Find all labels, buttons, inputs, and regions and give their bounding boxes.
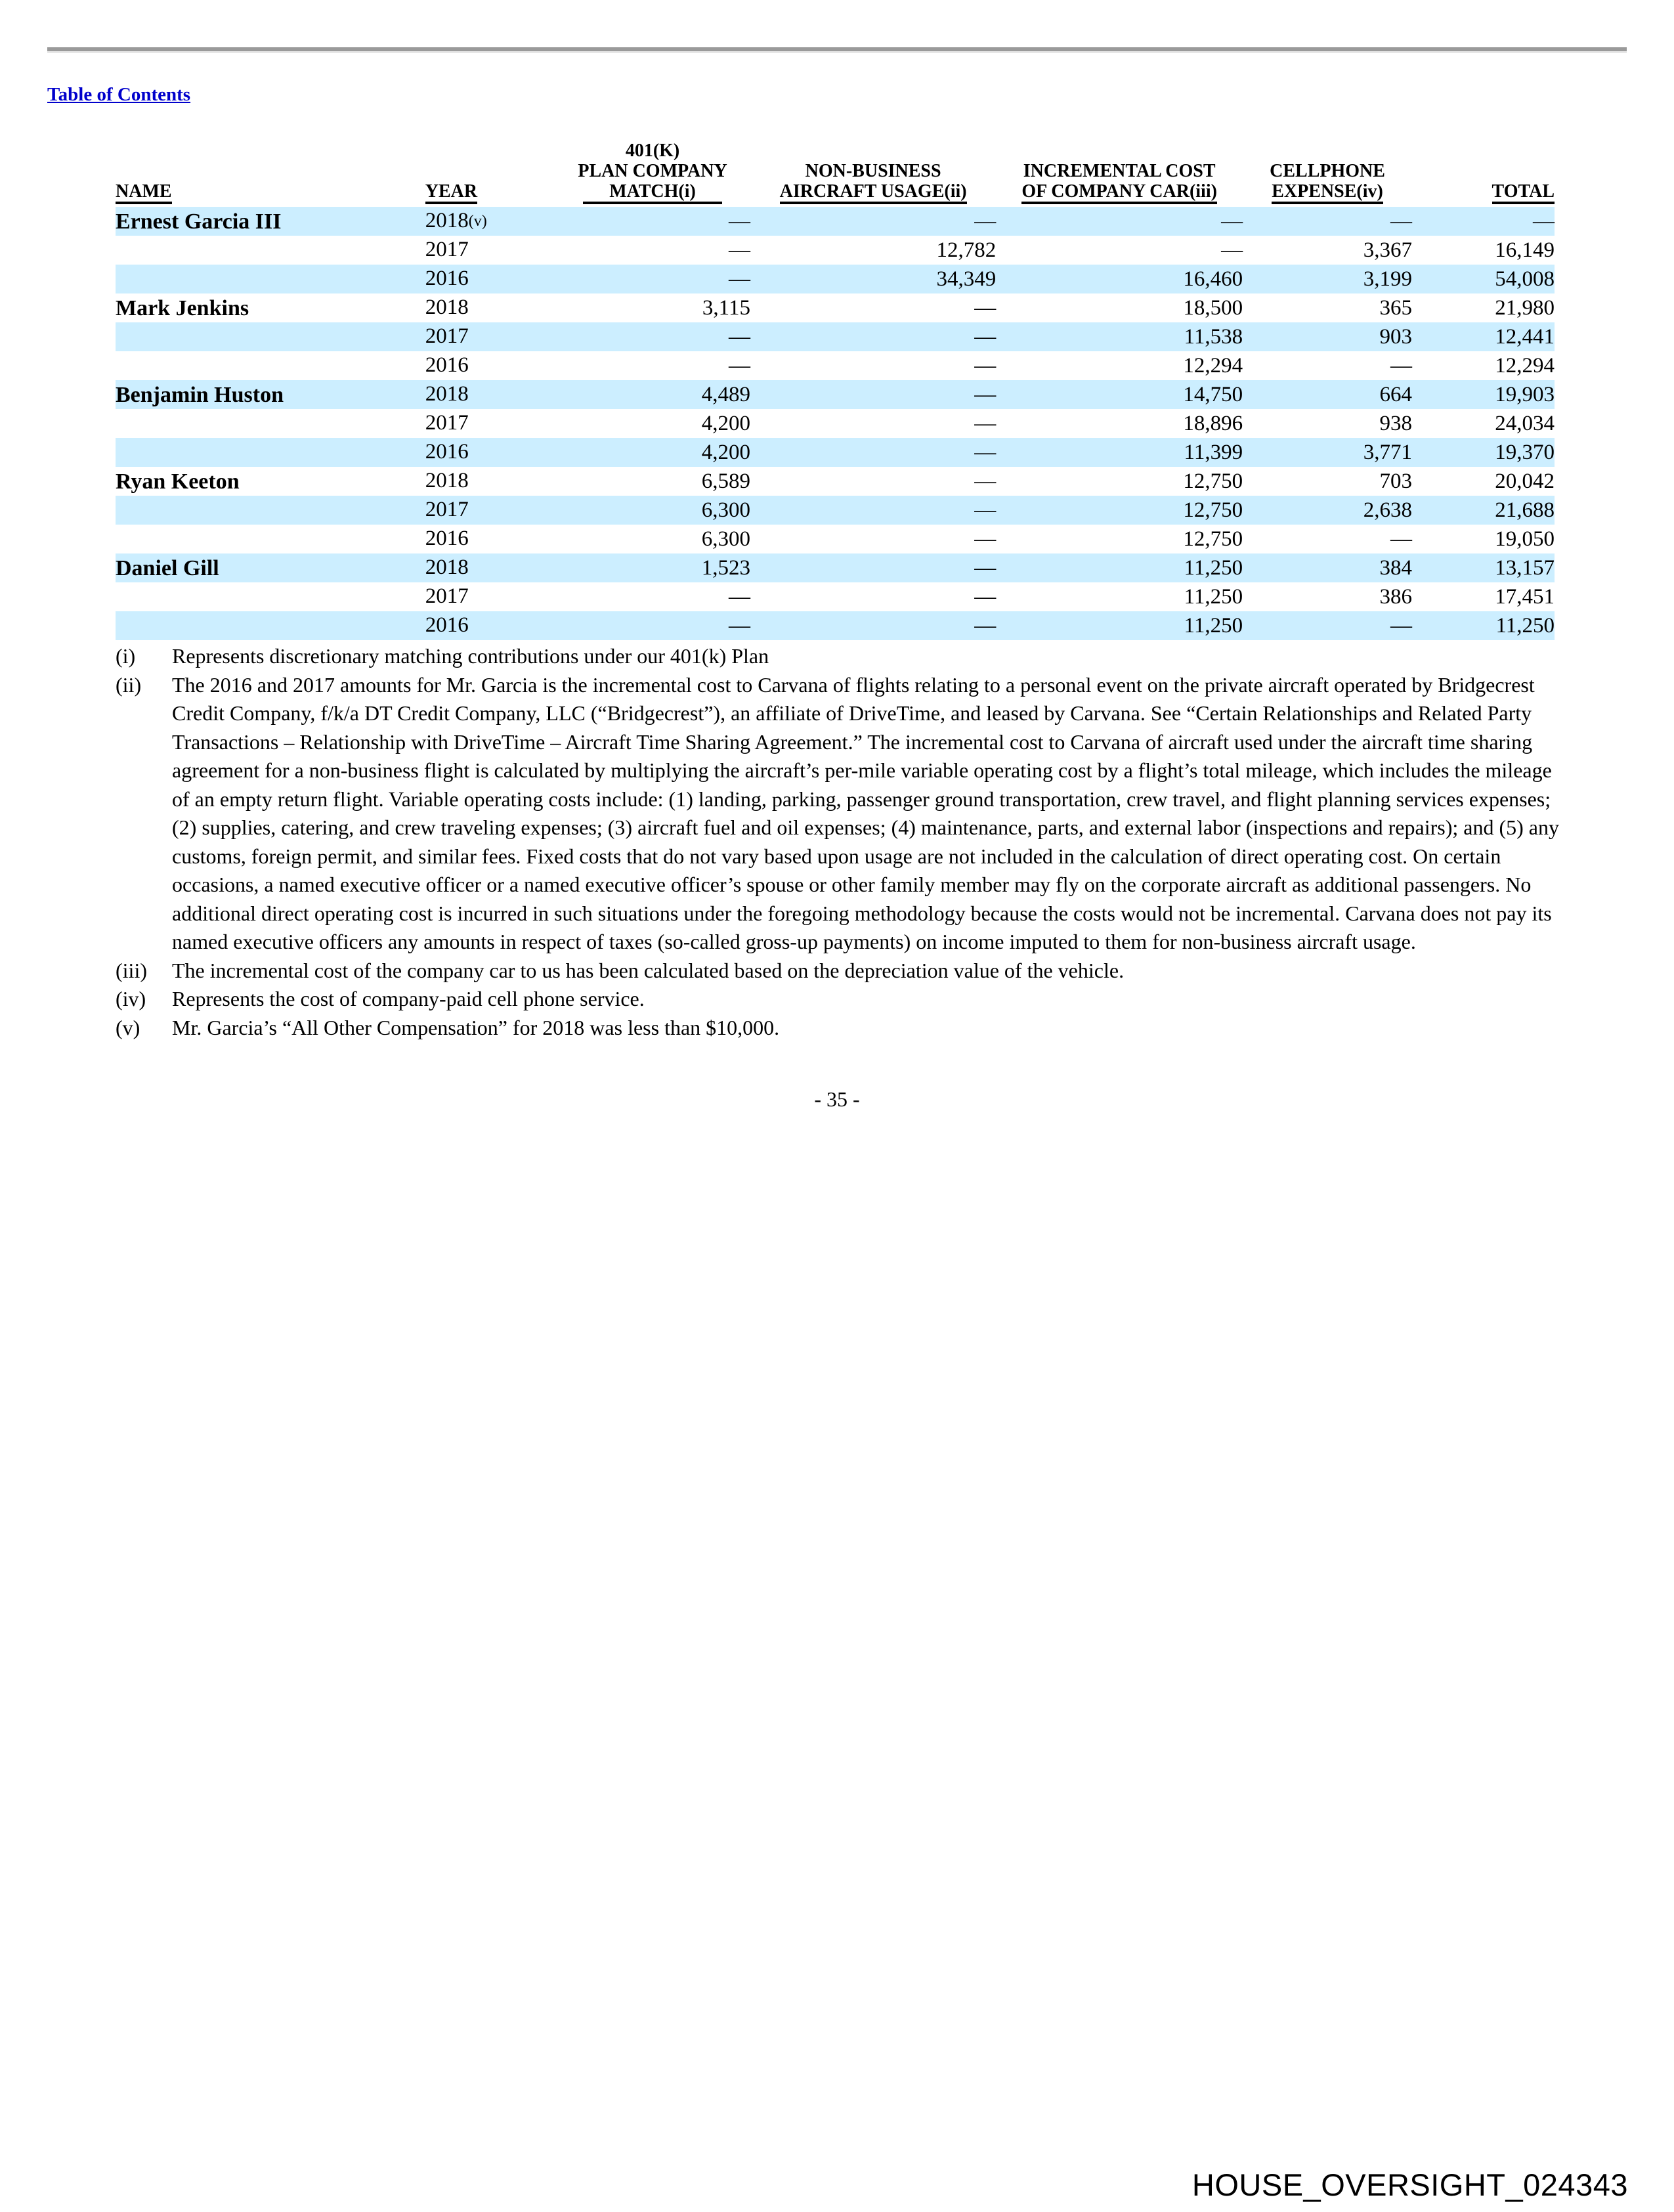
cell-name [116,409,425,438]
table-row [116,322,1555,351]
cell-aircraft-usage: — [974,295,997,320]
cell-name [116,611,425,640]
cell-total: 11,250 [1412,611,1555,640]
footnote-text: Represents discretionary matching contributions under our 401(k) Plan [172,644,769,668]
cell-aircraft-usage: — [750,496,996,525]
table-row [116,265,1555,293]
footnote-text: The 2016 and 2017 amounts for Mr. Garcia is the incremental cost to Carvana of flights relating to a personal event on the private aircraft operated by Bridgecrest Credit Company, f/k/a DT Credit Company, LLC (“Bridgecrest”), an affiliate of DriveTime, and leased by Carvana. See “Certain Relationships and Related Party Transactions – Relationship with DriveTime – Aircraft Time Sharing Agreement.” The incremental cost to Carvana of aircraft used under the aircraft time sharing agreement for a non-business flight is calculated by multiplying the aircraft’s per-mile variable operating cost by a flight’s total mileage, which includes the mileage of an empty return flight. Variable operating costs include: (1) landing, parking, passenger ground transportation, crew travel, and flight planning services expenses; (2) supplies, catering, and crew traveling expenses; (3) aircraft fuel and oil expenses; (4) maintenance, parts, and external labor (inspections and repairs); and (5) any customs, foreign permit, and similar fees. Fixed costs that do not vary based upon usage are not included in the calculation of direct operating cost. On certain occasions, a named executive officer or a named executive officer’s spouse or other family member may fly on the corporate aircraft as additional passengers. No additional direct operating cost is incurred in such situations under the foregoing methodology because the costs would not be incremental. Carvana does not pay its named executive officers any amounts in respect of taxes (so-called gross-up payments) on income imputed to them for non-business aircraft usage. [172,672,1559,953]
table-row [116,525,1555,553]
cell-total: 17,451 [1495,584,1555,609]
page-number: - 35 - [814,1087,860,1111]
cell-year: 2018 [425,380,555,409]
table-row [116,293,1555,322]
cell-name [116,322,425,351]
cell-aircraft-usage: — [750,553,996,582]
table-row [116,553,1555,582]
table-row [116,380,1555,409]
cell-total: 24,034 [1495,411,1555,435]
cell-cellphone: 386 [1379,584,1413,609]
table-header-row [116,141,1555,207]
all-other-compensation-table [116,141,1555,640]
column-header-name: NAME [116,141,425,207]
table-row [116,467,1555,496]
cell-name: Daniel Gill [116,553,425,582]
cell-company-car: 16,460 [996,265,1243,293]
cell-year: 2016 [425,265,555,293]
footnotes [116,642,1560,1042]
cell-cellphone: 2,638 [1243,496,1412,525]
cell-name [116,351,425,380]
cell-company-car: 12,294 [1183,353,1243,378]
cell-401k-match: — [728,584,750,609]
cell-total: 19,050 [1495,527,1555,551]
cell-401k-match: — [555,611,750,640]
cell-401k-match: 4,200 [555,438,750,467]
cell-total: 16,149 [1495,238,1555,262]
table-row [116,438,1555,467]
cell-year: 2017 [425,584,469,608]
cell-name [116,236,425,265]
column-header-aircraft-usage: NON-BUSINESS AIRCRAFT USAGE(ii) [750,141,996,207]
top-rule [47,47,1627,53]
cell-year: 2016 [425,527,469,550]
cell-cellphone: 3,771 [1243,438,1412,467]
cell-401k-match: 6,589 [701,469,750,493]
cell-cellphone: — [1243,611,1412,640]
cell-cellphone: — [1243,207,1412,236]
cell-total: 19,903 [1412,380,1555,409]
footnote-text: The incremental cost of the company car to us has been calculated based on the depreciation value of the vehicle. [172,958,1125,982]
footnote-text: Mr. Garcia’s “All Other Compensation” for 2018 was less than $10,000. [172,1015,780,1039]
cell-company-car: — [1221,238,1243,262]
footnote-marker: (iv) [116,987,146,1010]
table-row [116,207,1555,236]
cell-cellphone: — [1390,353,1413,378]
cell-total: 13,157 [1412,553,1555,582]
cell-aircraft-usage: — [974,411,997,435]
cell-company-car: 12,750 [1183,527,1243,551]
footnote [116,642,1560,671]
cell-name [116,496,425,525]
cell-year: 2016 [425,611,555,640]
cell-aircraft-usage: — [974,353,997,378]
column-header-total: TOTAL [1412,141,1555,207]
column-header-cellphone: CELLPHONE EXPENSE(iv) [1243,141,1412,207]
cell-total: — [1412,207,1555,236]
cell-aircraft-usage: 12,782 [936,238,997,262]
cell-company-car: 14,750 [996,380,1243,409]
cell-company-car: 11,250 [1184,584,1243,609]
cell-company-car: 11,250 [996,611,1243,640]
column-header-401k-match: 401(K) PLAN COMPANY MATCH(i) [555,141,750,207]
cell-company-car: 12,750 [1183,469,1243,493]
cell-cellphone: — [1390,527,1413,551]
footnote [116,985,1560,1014]
footnote [116,671,1560,957]
bates-stamp: HOUSE_OVERSIGHT_024343 [1191,2167,1628,2202]
cell-aircraft-usage: — [974,584,997,609]
table-row [116,409,1555,438]
cell-401k-match: 4,200 [701,411,750,435]
cell-401k-match: — [728,238,750,262]
cell-aircraft-usage: — [750,380,996,409]
cell-year: 2018 [425,295,469,319]
cell-year: 2017 [425,238,469,261]
cell-name: Mark Jenkins [116,295,249,320]
cell-year: 2018 [425,553,555,582]
cell-aircraft-usage: — [750,207,996,236]
cell-total: 20,042 [1495,469,1555,493]
cell-401k-match: — [555,322,750,351]
cell-company-car: 11,250 [996,553,1243,582]
cell-name [116,525,425,553]
footnote [116,1014,1560,1043]
cell-cellphone: 938 [1379,411,1413,435]
cell-cellphone: 3,367 [1363,238,1413,262]
cell-cellphone: 384 [1243,553,1412,582]
cell-company-car: 12,750 [996,496,1243,525]
footnote-text: Represents the cost of company-paid cell phone service. [172,987,645,1010]
footnote-marker: (ii) [116,672,142,697]
cell-aircraft-usage: — [974,527,997,551]
cell-total: 19,370 [1412,438,1555,467]
cell-year: 2017 [425,411,469,435]
cell-name [116,265,425,293]
cell-year: 2016 [425,353,469,377]
cell-company-car: — [996,207,1243,236]
footnote [116,957,1560,986]
table-row [116,611,1555,640]
cell-401k-match: — [728,353,750,378]
cell-year: 2017 [425,496,555,525]
cell-401k-match: — [555,207,750,236]
cell-year: 2018 [425,469,469,492]
footnote-marker: (i) [116,644,136,668]
cell-total: 21,980 [1495,295,1555,320]
cell-name: Ernest Garcia III [116,207,425,236]
table-row [116,351,1555,380]
column-header-company-car: INCREMENTAL COST OF COMPANY CAR(iii) [996,141,1243,207]
cell-total: 21,688 [1412,496,1555,525]
cell-total: 12,441 [1412,322,1555,351]
cell-401k-match: 4,489 [555,380,750,409]
table-row [116,236,1555,265]
cell-company-car: 11,399 [996,438,1243,467]
cell-401k-match: 1,523 [555,553,750,582]
cell-aircraft-usage: — [974,469,997,493]
footnote-marker: (v) [116,1015,140,1039]
cell-name: Ryan Keeton [116,469,240,494]
footnote-ref: (v) [468,213,487,230]
cell-cellphone: 664 [1243,380,1412,409]
column-header-year: YEAR [425,141,555,207]
cell-cellphone: 3,199 [1243,265,1412,293]
cell-aircraft-usage: 34,349 [750,265,996,293]
table-row [116,582,1555,611]
cell-total: 12,294 [1495,353,1555,378]
cell-company-car: 11,538 [996,322,1243,351]
cell-company-car: 18,896 [1183,411,1243,435]
footnote-marker: (iii) [116,958,147,982]
cell-name: Benjamin Huston [116,380,425,409]
cell-year: 2016 [425,438,555,467]
cell-401k-match: 6,300 [555,496,750,525]
table-row [116,496,1555,525]
cell-year: 2018(v) [425,207,555,236]
table-of-contents-link[interactable]: Table of Contents [47,84,191,105]
cell-cellphone: 703 [1379,469,1413,493]
cell-company-car: 18,500 [1183,295,1243,320]
cell-aircraft-usage: — [750,438,996,467]
cell-aircraft-usage: — [750,322,996,351]
cell-401k-match: 3,115 [702,295,750,320]
cell-cellphone: 903 [1243,322,1412,351]
cell-year: 2017 [425,322,555,351]
cell-total: 54,008 [1412,265,1555,293]
cell-401k-match: — [555,265,750,293]
cell-401k-match: 6,300 [701,527,750,551]
cell-cellphone: 365 [1379,295,1413,320]
cell-name [116,582,425,611]
cell-name [116,438,425,467]
cell-aircraft-usage: — [750,611,996,640]
